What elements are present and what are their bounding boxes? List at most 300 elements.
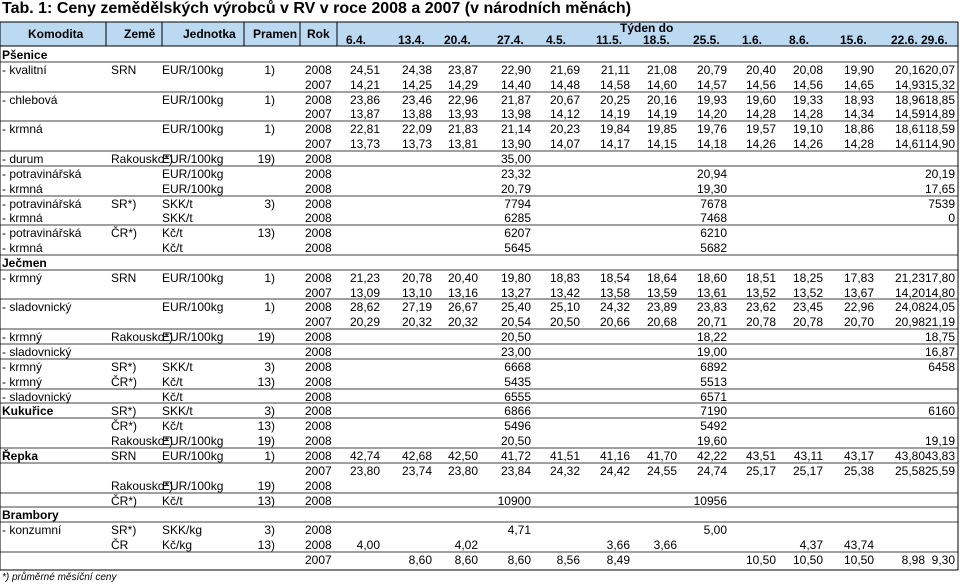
year-label: 2007 bbox=[305, 78, 332, 92]
year-label: 2008 bbox=[305, 330, 332, 344]
year-label: 2008 bbox=[305, 538, 332, 552]
price-cell: 3,66 bbox=[653, 538, 677, 552]
price-cell: 14,19 bbox=[599, 107, 630, 121]
price-cell: 4,37 bbox=[799, 538, 823, 552]
price-cell: 25,59 bbox=[924, 464, 955, 478]
price-cell: 41,51 bbox=[549, 449, 580, 463]
year-label: 2008 bbox=[305, 494, 332, 508]
unit-label: EUR/100kg bbox=[162, 300, 224, 314]
price-cell: 25,17 bbox=[792, 464, 823, 478]
price-cell: 14,28 bbox=[843, 137, 874, 151]
price-cell: 14,90 bbox=[924, 137, 955, 151]
commodity-label: - krmná bbox=[2, 241, 43, 255]
year-label: 2007 bbox=[305, 107, 332, 121]
price-cell: 26,67 bbox=[447, 300, 478, 314]
header-week: 15.6. bbox=[840, 33, 867, 47]
price-cell: 6458 bbox=[928, 360, 955, 374]
commodity-label: - sladovnický bbox=[2, 300, 72, 314]
price-cell: 20,40 bbox=[447, 271, 478, 285]
commodity-label: - krmná bbox=[2, 211, 43, 225]
price-cell: 20,78 bbox=[792, 315, 823, 329]
header-week: 18.5. bbox=[643, 33, 670, 47]
header-week: 13.4. bbox=[398, 33, 425, 47]
country-label: Rakousko*) bbox=[111, 152, 174, 166]
header-week: 22.6. bbox=[891, 33, 918, 47]
unit-label: EUR/100kg bbox=[162, 167, 224, 181]
price-cell: 13,93 bbox=[447, 107, 478, 121]
price-cell: 43,11 bbox=[793, 449, 823, 463]
year-label: 2007 bbox=[305, 137, 332, 151]
price-cell: 20,98 bbox=[894, 315, 925, 329]
price-cell: 18,60 bbox=[696, 271, 727, 285]
unit-label: EUR/100kg bbox=[162, 122, 224, 136]
header-week: 25.5. bbox=[693, 33, 720, 47]
header-jednotka: Jednotka bbox=[183, 27, 236, 41]
source-ref: 13) bbox=[257, 375, 275, 389]
country-label: ČR*) bbox=[111, 226, 137, 240]
price-cell: 16,87 bbox=[924, 345, 955, 359]
commodity-label: - sladovnický bbox=[2, 390, 72, 404]
price-cell: 10956 bbox=[693, 494, 727, 508]
price-cell: 27,19 bbox=[401, 300, 432, 314]
price-cell: 18,25 bbox=[792, 271, 823, 285]
unit-label: EUR/100kg bbox=[162, 449, 224, 463]
price-cell: 6892 bbox=[700, 360, 727, 374]
price-cell: 14,15 bbox=[646, 137, 677, 151]
country-label: SRN bbox=[111, 449, 137, 463]
header-week: 20.4. bbox=[444, 33, 471, 47]
price-cell: 19,57 bbox=[745, 122, 776, 136]
price-cell: 25,58 bbox=[894, 464, 925, 478]
price-cell: 14,48 bbox=[549, 78, 580, 92]
price-cell: 24,51 bbox=[349, 63, 380, 77]
price-cell: 14,60 bbox=[646, 78, 677, 92]
country-label: SR*) bbox=[111, 404, 137, 418]
price-cell: 7468 bbox=[700, 211, 727, 225]
source-ref: 19) bbox=[257, 479, 275, 493]
year-label: 2008 bbox=[305, 182, 332, 196]
price-cell: 19,60 bbox=[696, 434, 727, 448]
price-cell: 13,88 bbox=[401, 107, 432, 121]
price-cell: 13,10 bbox=[401, 286, 432, 300]
source-ref: 1) bbox=[264, 122, 275, 136]
source-ref: 13) bbox=[257, 226, 275, 240]
price-cell: 21,69 bbox=[549, 63, 580, 77]
price-cell: 6210 bbox=[700, 226, 727, 240]
price-cell: 13,59 bbox=[646, 286, 677, 300]
price-cell: 24,38 bbox=[401, 63, 432, 77]
price-cell: 19,10 bbox=[792, 122, 823, 136]
unit-label: Kč/t bbox=[162, 375, 183, 389]
price-cell: 24,74 bbox=[696, 464, 727, 478]
price-cell: 13,27 bbox=[500, 286, 531, 300]
price-cell: 17,80 bbox=[924, 271, 955, 285]
price-cell: 19,19 bbox=[924, 434, 955, 448]
country-label: SR*) bbox=[111, 197, 137, 211]
commodity-label: - krmná bbox=[2, 182, 43, 196]
price-cell: 43,74 bbox=[843, 538, 874, 552]
price-cell: 43,17 bbox=[843, 449, 874, 463]
commodity-label: - krmný bbox=[2, 330, 42, 344]
unit-label: EUR/100kg bbox=[162, 93, 224, 107]
unit-label: SKK/t bbox=[162, 360, 193, 374]
unit-label: Kč/t bbox=[162, 390, 183, 404]
price-cell: 18,86 bbox=[843, 122, 874, 136]
unit-label: Kč/t bbox=[162, 419, 183, 433]
price-cell: 24,08 bbox=[894, 300, 925, 314]
price-cell: 18,61 bbox=[894, 122, 925, 136]
price-cell: 19,30 bbox=[696, 182, 727, 196]
price-cell: 20,50 bbox=[500, 434, 531, 448]
year-label: 2008 bbox=[305, 523, 332, 537]
year-label: 2008 bbox=[305, 300, 332, 314]
price-cell: 20,79 bbox=[500, 182, 531, 196]
commodity-label: - potravinářská bbox=[2, 167, 82, 181]
price-cell: 20,50 bbox=[549, 315, 580, 329]
price-cell: 4,02 bbox=[454, 538, 478, 552]
header-week: 4.5. bbox=[546, 33, 567, 47]
section-label: Brambory bbox=[2, 508, 59, 522]
header-week: 29.6. bbox=[921, 33, 948, 47]
price-cell: 23,32 bbox=[500, 167, 531, 181]
price-cell: 14,12 bbox=[549, 107, 580, 121]
price-cell: 41,72 bbox=[500, 449, 531, 463]
price-cell: 0 bbox=[948, 211, 955, 225]
price-cell: 14,80 bbox=[924, 286, 955, 300]
price-cell: 14,93 bbox=[894, 78, 925, 92]
price-cell: 21,23 bbox=[349, 271, 380, 285]
price-cell: 43,80 bbox=[894, 449, 925, 463]
price-cell: 13,52 bbox=[745, 286, 776, 300]
price-cell: 9,30 bbox=[931, 553, 955, 567]
price-cell: 14,59 bbox=[894, 107, 925, 121]
year-label: 2007 bbox=[305, 315, 332, 329]
price-cell: 22,09 bbox=[401, 122, 432, 136]
price-cell: 10,50 bbox=[792, 553, 823, 567]
price-cell: 24,32 bbox=[549, 464, 580, 478]
price-cell: 6160 bbox=[928, 404, 955, 418]
source-ref: 1) bbox=[264, 449, 275, 463]
price-cell: 13,42 bbox=[549, 286, 580, 300]
price-cell: 20,32 bbox=[401, 315, 432, 329]
source-ref: 19) bbox=[257, 152, 275, 166]
unit-label: Kč/t bbox=[162, 241, 183, 255]
price-cell: 41,70 bbox=[646, 449, 677, 463]
commodity-label: - krmná bbox=[2, 122, 43, 136]
source-ref: 13) bbox=[257, 419, 275, 433]
price-cell: 25,40 bbox=[500, 300, 531, 314]
price-cell: 20,54 bbox=[500, 315, 531, 329]
price-cell: 20,19 bbox=[924, 167, 955, 181]
price-cell: 22,90 bbox=[500, 63, 531, 77]
price-cell: 18,59 bbox=[924, 122, 955, 136]
source-ref: 3) bbox=[264, 197, 275, 211]
commodity-label: - durum bbox=[2, 152, 44, 166]
price-cell: 8,60 bbox=[408, 553, 432, 567]
country-label: ČR*) bbox=[111, 419, 137, 433]
commodity-label: - krmný bbox=[2, 360, 42, 374]
price-cell: 13,90 bbox=[500, 137, 531, 151]
price-cell: 19,33 bbox=[792, 93, 823, 107]
source-ref: 19) bbox=[257, 434, 275, 448]
year-label: 2008 bbox=[305, 375, 332, 389]
table-title: Tab. 1: Ceny zemědělských výrobců v RV v roce 2008 a 2007 (v národních měnách) bbox=[2, 0, 632, 17]
price-cell: 13,58 bbox=[599, 286, 630, 300]
price-cell: 14,58 bbox=[599, 78, 630, 92]
year-label: 2007 bbox=[305, 286, 332, 300]
price-cell: 14,20 bbox=[696, 107, 727, 121]
price-cell: 42,74 bbox=[349, 449, 380, 463]
price-cell: 22,96 bbox=[447, 93, 478, 107]
footnote: *) průměrné měsíční ceny bbox=[2, 572, 117, 583]
unit-label: EUR/100kg bbox=[162, 434, 224, 448]
year-label: 2007 bbox=[305, 464, 332, 478]
price-cell: 8,60 bbox=[507, 553, 531, 567]
price-cell: 10,50 bbox=[843, 553, 874, 567]
price-cell: 7794 bbox=[504, 197, 531, 211]
price-cell: 14,57 bbox=[696, 78, 727, 92]
price-cell: 20,23 bbox=[549, 122, 580, 136]
price-cell: 10,50 bbox=[745, 553, 776, 567]
price-cell: 18,83 bbox=[549, 271, 580, 285]
price-cell: 14,26 bbox=[792, 137, 823, 151]
price-cell: 23,87 bbox=[447, 63, 478, 77]
price-cell: 19,84 bbox=[599, 122, 630, 136]
unit-label: EUR/100kg bbox=[162, 330, 224, 344]
source-ref: 3) bbox=[264, 404, 275, 418]
country-label: SRN bbox=[111, 63, 137, 77]
price-cell: 14,56 bbox=[792, 78, 823, 92]
price-cell: 35,00 bbox=[500, 152, 531, 166]
price-cell: 13,61 bbox=[696, 286, 727, 300]
price-cell: 25,17 bbox=[745, 464, 776, 478]
year-label: 2008 bbox=[305, 404, 332, 418]
unit-label: SKK/t bbox=[162, 404, 193, 418]
price-cell: 20,29 bbox=[349, 315, 380, 329]
price-cell: 6207 bbox=[504, 226, 531, 240]
year-label: 2008 bbox=[305, 167, 332, 181]
price-cell: 21,19 bbox=[924, 315, 955, 329]
price-cell: 8,56 bbox=[556, 553, 580, 567]
price-cell: 7539 bbox=[928, 197, 955, 211]
price-cell: 14,61 bbox=[894, 137, 925, 151]
source-ref: 1) bbox=[264, 63, 275, 77]
source-ref: 3) bbox=[264, 360, 275, 374]
year-label: 2008 bbox=[305, 93, 332, 107]
price-cell: 18,96 bbox=[894, 93, 925, 107]
source-ref: 13) bbox=[257, 538, 275, 552]
price-cell: 21,87 bbox=[500, 93, 531, 107]
header-week: 1.6. bbox=[742, 33, 763, 47]
price-cell: 6571 bbox=[700, 390, 727, 404]
year-label: 2008 bbox=[305, 226, 332, 240]
price-cell: 8,60 bbox=[454, 553, 478, 567]
price-cell: 19,76 bbox=[696, 122, 727, 136]
price-cell: 19,00 bbox=[696, 345, 727, 359]
country-label: Rakousko*) bbox=[111, 434, 174, 448]
price-cell: 23,62 bbox=[745, 300, 776, 314]
price-cell: 19,90 bbox=[843, 63, 874, 77]
price-cell: 23,74 bbox=[401, 464, 432, 478]
price-cell: 14,28 bbox=[745, 107, 776, 121]
source-ref: 13) bbox=[257, 494, 275, 508]
price-cell: 20,16 bbox=[894, 63, 925, 77]
unit-label: Kč/kg bbox=[162, 538, 193, 552]
commodity-label: - sladovnický bbox=[2, 345, 72, 359]
price-cell: 23,89 bbox=[646, 300, 677, 314]
price-cell: 18,85 bbox=[924, 93, 955, 107]
commodity-label: - krmný bbox=[2, 375, 42, 389]
unit-label: EUR/100kg bbox=[162, 182, 224, 196]
price-cell: 6866 bbox=[504, 404, 531, 418]
unit-label: SKK/t bbox=[162, 211, 193, 225]
price-cell: 22,96 bbox=[843, 300, 874, 314]
price-cell: 10900 bbox=[497, 494, 531, 508]
header-week: 27.4. bbox=[497, 33, 524, 47]
unit-label: EUR/100kg bbox=[162, 63, 224, 77]
commodity-label: - krmný bbox=[2, 271, 42, 285]
price-cell: 24,55 bbox=[646, 464, 677, 478]
header-week: 11.5. bbox=[596, 33, 623, 47]
price-cell: 18,22 bbox=[696, 330, 727, 344]
price-cell: 23,46 bbox=[401, 93, 432, 107]
year-label: 2008 bbox=[305, 419, 332, 433]
price-cell: 20,78 bbox=[401, 271, 432, 285]
price-cell: 14,18 bbox=[696, 137, 727, 151]
commodity-label: - kvalitní bbox=[2, 63, 47, 77]
price-cell: 13,09 bbox=[349, 286, 380, 300]
source-ref: 19) bbox=[257, 330, 275, 344]
price-cell: 19,93 bbox=[696, 93, 727, 107]
price-cell: 14,26 bbox=[745, 137, 776, 151]
price-cell: 24,42 bbox=[599, 464, 630, 478]
unit-label: Kč/t bbox=[162, 226, 183, 240]
country-label: ČR*) bbox=[111, 494, 137, 508]
price-cell: 8,98 bbox=[901, 553, 925, 567]
year-label: 2008 bbox=[305, 122, 332, 136]
price-cell: 21,11 bbox=[600, 63, 630, 77]
source-ref: 1) bbox=[264, 300, 275, 314]
price-cell: 13,52 bbox=[792, 286, 823, 300]
price-cell: 20,66 bbox=[599, 315, 630, 329]
price-cell: 42,68 bbox=[401, 449, 432, 463]
header-komodita: Komodita bbox=[28, 27, 84, 41]
price-cell: 24,05 bbox=[924, 300, 955, 314]
unit-label: EUR/100kg bbox=[162, 271, 224, 285]
price-cell: 4,71 bbox=[507, 523, 531, 537]
price-cell: 14,28 bbox=[792, 107, 823, 121]
header-week: 6.4. bbox=[346, 33, 367, 47]
price-cell: 20,08 bbox=[792, 63, 823, 77]
price-cell: 18,75 bbox=[924, 330, 955, 344]
price-cell: 14,21 bbox=[349, 78, 380, 92]
price-cell: 23,83 bbox=[696, 300, 727, 314]
country-label: ČR*) bbox=[111, 375, 137, 389]
header-zeme: Země bbox=[124, 27, 156, 41]
year-label: 2008 bbox=[305, 390, 332, 404]
price-cell: 6285 bbox=[504, 211, 531, 225]
country-label: SR*) bbox=[111, 360, 137, 374]
year-label: 2008 bbox=[305, 449, 332, 463]
price-cell: 5,00 bbox=[703, 523, 727, 537]
year-label: 2008 bbox=[305, 241, 332, 255]
price-cell: 14,07 bbox=[549, 137, 580, 151]
price-cell: 28,62 bbox=[349, 300, 380, 314]
price-cell: 14,89 bbox=[924, 107, 955, 121]
price-cell: 21,83 bbox=[447, 122, 478, 136]
price-cell: 14,25 bbox=[401, 78, 432, 92]
price-cell: 20,50 bbox=[500, 330, 531, 344]
price-cell: 20,94 bbox=[696, 167, 727, 181]
year-label: 2008 bbox=[305, 345, 332, 359]
price-cell: 14,56 bbox=[745, 78, 776, 92]
year-label: 2008 bbox=[305, 211, 332, 225]
commodity-label: - chlebová bbox=[2, 93, 58, 107]
price-cell: 5435 bbox=[504, 375, 531, 389]
price-cell: 17,65 bbox=[924, 182, 955, 196]
price-cell: 18,51 bbox=[745, 271, 776, 285]
header-week: 8.6. bbox=[789, 33, 810, 47]
price-cell: 23,80 bbox=[349, 464, 380, 478]
price-cell: 13,87 bbox=[349, 107, 380, 121]
price-cell: 23,86 bbox=[349, 93, 380, 107]
section-label: Ječmen bbox=[2, 256, 47, 270]
unit-label: EUR/100kg bbox=[162, 479, 224, 493]
table-header bbox=[0, 22, 958, 46]
price-cell: 19,60 bbox=[745, 93, 776, 107]
year-label: 2007 bbox=[305, 553, 332, 567]
year-label: 2008 bbox=[305, 434, 332, 448]
year-label: 2008 bbox=[305, 197, 332, 211]
price-cell: 8,49 bbox=[606, 553, 630, 567]
price-cell: 6668 bbox=[504, 360, 531, 374]
price-cell: 22,81 bbox=[349, 122, 380, 136]
price-cell: 20,68 bbox=[646, 315, 677, 329]
price-cell: 21,08 bbox=[646, 63, 677, 77]
price-cell: 42,50 bbox=[447, 449, 478, 463]
price-cell: 25,10 bbox=[549, 300, 580, 314]
price-cell: 14,20 bbox=[894, 286, 925, 300]
price-cell: 20,07 bbox=[924, 63, 955, 77]
price-cell: 23,80 bbox=[447, 464, 478, 478]
price-cell: 21,23 bbox=[894, 271, 925, 285]
source-ref: 1) bbox=[264, 271, 275, 285]
price-cell: 20,78 bbox=[745, 315, 776, 329]
price-cell: 14,65 bbox=[843, 78, 874, 92]
price-cell: 19,80 bbox=[500, 271, 531, 285]
commodity-label: - potravinářská bbox=[2, 226, 82, 240]
price-cell: 6555 bbox=[504, 390, 531, 404]
country-label: Rakousko*) bbox=[111, 479, 174, 493]
price-cell: 13,67 bbox=[843, 286, 874, 300]
price-cell: 19,85 bbox=[646, 122, 677, 136]
price-cell: 20,25 bbox=[599, 93, 630, 107]
price-cell: 21,14 bbox=[500, 122, 531, 136]
price-cell: 24,32 bbox=[599, 300, 630, 314]
price-cell: 13,98 bbox=[500, 107, 531, 121]
price-cell: 20,79 bbox=[696, 63, 727, 77]
country-label: SRN bbox=[111, 271, 137, 285]
price-cell: 13,81 bbox=[447, 137, 478, 151]
header-pramen: Pramen bbox=[253, 27, 298, 41]
price-cell: 18,54 bbox=[599, 271, 630, 285]
price-cell: 7678 bbox=[700, 197, 727, 211]
price-cell: 18,93 bbox=[843, 93, 874, 107]
price-cell: 5492 bbox=[700, 419, 727, 433]
country-label: SR*) bbox=[111, 523, 137, 537]
price-cell: 14,34 bbox=[843, 107, 874, 121]
price-cell: 7190 bbox=[700, 404, 727, 418]
